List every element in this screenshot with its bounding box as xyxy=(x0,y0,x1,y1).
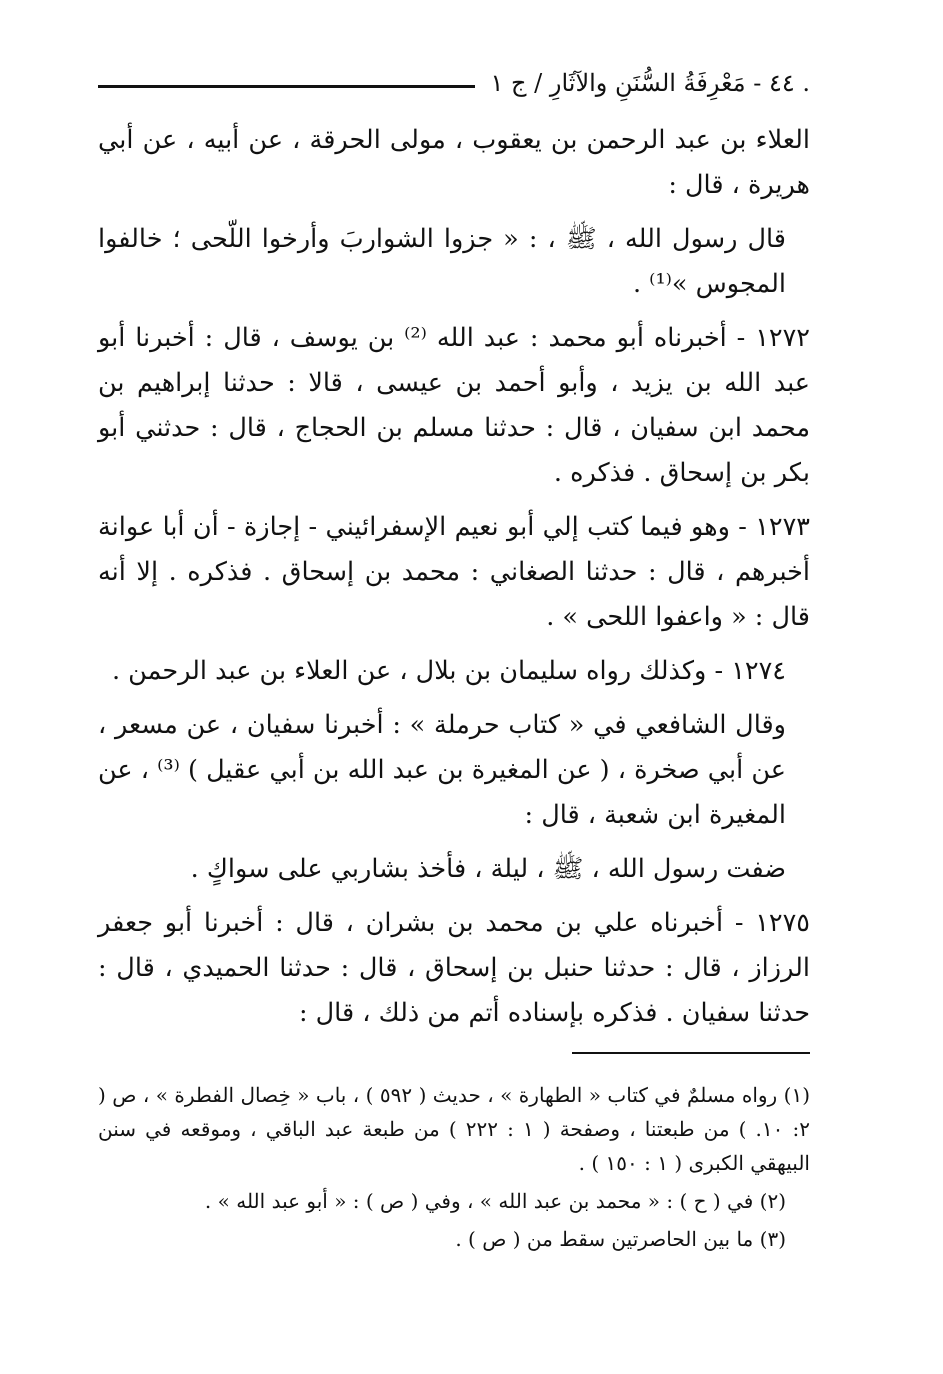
paragraph: وقال الشافعي في « كتاب حرملة » : أخبرنا سفيان ، عن مسعر ، عن أبي صخرة ، ( عن المغيرة بن عبد الله بن أبي عقيل ) ⁽³⁾ ، عن المغيرة ابن شعبة ، قال : xyxy=(98,710,786,830)
paragraph: ضفت رسول الله ، ﷺ ، ليلة ، فأخذ بشاربي على سواكٍ . xyxy=(190,854,786,884)
paragraph: قال رسول الله ، ﷺ ، : « جزوا الشواربَ وأرخوا اللّحى ؛ خالفوا المجوس »⁽¹⁾ . xyxy=(98,224,786,299)
paragraph: العلاء بن عبد الرحمن بن يعقوب ، مولى الحرقة ، عن أبيه ، عن أبي هريرة ، قال : xyxy=(98,125,810,200)
footnote-separator xyxy=(572,1052,810,1054)
footnote-1: (١) رواه مسلمٌ في كتاب « الطهارة » ، حديث ( ٥٩٢ ) ، باب « خِصال الفطرة » ، ص ( ٢: ١٠. ) من طبعتنا ، وصفحة ( ١ : ٢٢٢ ) من طبعة عبد الباقي ، وموقعه في سنن البيهقي الكبرى ( ١ : ١٥٠ ) . xyxy=(98,1083,810,1175)
paragraph: ١٢٧٥ - أخبرناه علي بن محمد بن بشران ، قال : أخبرنا أبو جعفر الرزاز ، قال : حدثنا حنبل بن إسحاق ، قال : حدثنا الحميدي ، قال : حدثنا سفيان . فذكره بإسناده أتم من ذلك ، قال : xyxy=(98,908,810,1028)
paragraph: ١٢٧٣ - وهو فيما كتب إلي أبو نعيم الإسفرائيني - إجازة - أن أبا عوانة أخبرهم ، قال : حدثنا الصغاني : محمد بن إسحاق . فذكره . إلا أنه قال : « واعفوا اللحى » . xyxy=(98,512,810,632)
paragraph: ١٢٧٢ - أخبرناه أبو محمد : عبد الله ⁽²⁾ بن يوسف ، قال : أخبرنا أبو عبد الله بن يزيد ، وأبو أحمد بن عيسى ، قالا : حدثنا إبراهيم بن محمد ابن سفيان ، قال : حدثنا مسلم بن الحجاج ، قال : حدثني أبو بكر بن إسحاق . فذكره . xyxy=(98,323,810,488)
main-text xyxy=(98,118,810,1045)
running-title: . ٤٤ - مَعْرِفَةُ السُّنَنِ والآثَارِ / ج ١ xyxy=(490,69,810,97)
footnote-3: (٣) ما بين الحاصرتين سقط من ( ص ) . xyxy=(455,1227,786,1251)
footnote-2: (٢) في ( ح ) : « محمد بن عبد الله » ، وفي ( ص ) : « أبو عبد الله » . xyxy=(204,1189,786,1213)
paragraph: ١٢٧٤ - وكذلك رواه سليمان بن بلال ، عن العلاء بن عبد الرحمن . xyxy=(111,656,786,686)
footnotes xyxy=(98,1078,810,1260)
page-header xyxy=(98,58,810,108)
header-rule xyxy=(98,85,475,88)
